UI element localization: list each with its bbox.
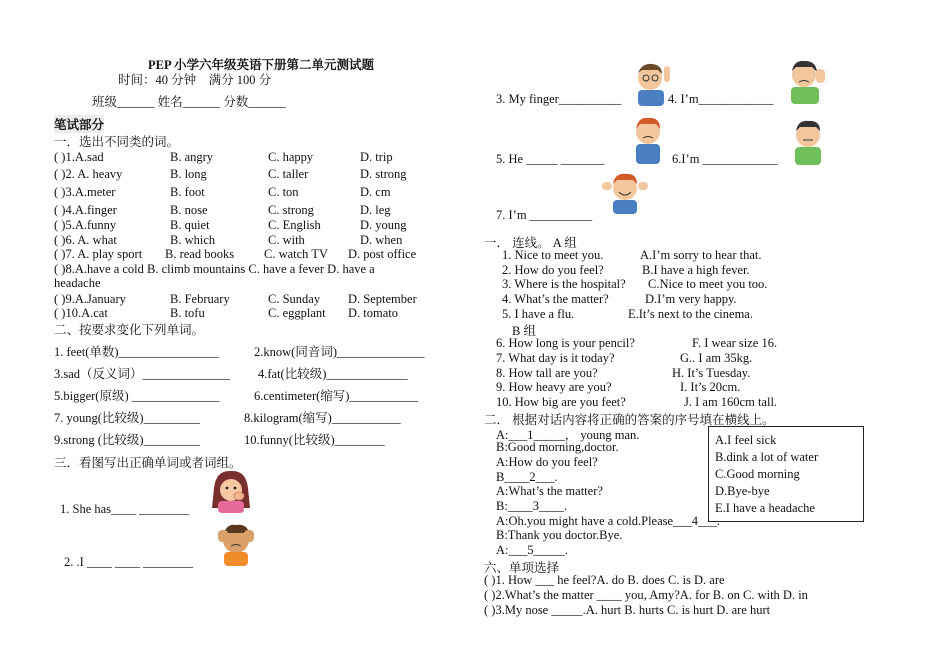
s2-item-4: 4.fat(比较级)_____________ (258, 367, 408, 381)
s1-q2-opt2: C. taller (268, 167, 309, 181)
s1-q10-opt0: ( )10.A.cat (54, 306, 108, 320)
page-title: PEP 小学六年级英语下册第二单元测试题 (148, 58, 375, 72)
s1-q2-opt3: D. strong (360, 167, 407, 181)
girl-toothache-picture (208, 468, 254, 514)
boy-happy-picture (600, 168, 650, 214)
group-a-ans4: D.I’m very happy. (645, 292, 737, 306)
dialog-line-9: A:___5_____. (496, 543, 568, 557)
group-a-ans1: A.I’m sorry to hear that. (640, 248, 762, 262)
s1-q6-opt0: ( )6. A. what (54, 233, 117, 247)
s1-q9-opt3: D. September (348, 292, 417, 306)
boy-headache-picture (214, 520, 258, 566)
s1-q4-opt3: D. leg (360, 203, 391, 217)
option-e: E.I have a headache (715, 501, 815, 515)
s3-item-2: 2. .I ____ ____ ________ (64, 555, 194, 569)
pic-item-5: 5. He _____ _______ (496, 152, 605, 166)
s1-q5-opt1: B. quiet (170, 218, 210, 232)
s2-item-10: 10.funny(比较级)________ (244, 433, 385, 447)
s1-q2-opt0: ( )2. A. heavy (54, 167, 123, 181)
option-b: B.dink a lot of water (715, 450, 819, 464)
dialog-line-7: A:Oh.you might have a cold.Please___4___. (496, 514, 720, 528)
group-b-q10: 10. How big are you feet? (496, 395, 626, 409)
group-b-ans10: J. I am 160cm tall. (684, 395, 778, 409)
boy-sad-picture (782, 55, 830, 105)
option-c: C.Good morning (715, 467, 800, 481)
group-b-ans9: I. It’s 20cm. (680, 380, 741, 394)
s1-q4-opt0: ( )4.A.finger (54, 203, 117, 217)
s1-q10-opt1: B. tofu (170, 306, 205, 320)
group-a-ans2: B.I have a high fever. (642, 263, 750, 277)
pic-item-4: 4. I’m____________ (668, 92, 774, 106)
group-a-q3: 3. Where is the hospital? (502, 277, 626, 291)
section1-title: 一．选出不同类的词。 (54, 135, 180, 149)
mc-title: 六、单项选择 (484, 561, 560, 575)
s1-q1-opt3: D. trip (360, 150, 393, 164)
s1-q3-opt2: C. ton (268, 185, 299, 199)
group-b-q9: 9. How heavy are you? (496, 380, 612, 394)
dialog-title: 二． 根据对话内容将正确的答案的序号填在横线上。 (484, 413, 775, 427)
mc-item-2: ( )2.What’s the matter ____ you, Amy?A. for B. on C. with D. in (484, 588, 808, 602)
s3-item-1: 1. She has____ ________ (60, 502, 190, 516)
s1-row8b: headache (54, 276, 101, 290)
s1-q6-opt1: B. which (170, 233, 216, 247)
s1-q5-opt0: ( )5.A.funny (54, 218, 117, 232)
s1-row8a: ( )8.A.have a cold B. climb mountains C. have a fever D. have a (54, 262, 375, 276)
s1-q7-opt0: ( )7. A. play sport (54, 247, 143, 261)
s1-q9-opt1: B. February (170, 292, 230, 306)
s1-q2-opt1: B. long (170, 167, 207, 181)
match-title: 一． 连线。 A 组 (484, 236, 577, 250)
dialog-line-6: B:____3____. (496, 499, 568, 513)
s1-q6-opt3: D. when (360, 233, 403, 247)
dialog-line-2: B:Good morning,doctor. (496, 440, 619, 454)
s1-q3-opt0: ( )3.A.meter (54, 185, 116, 199)
group-a-q4: 4. What’s the matter? (502, 292, 609, 306)
dialog-line-8: B:Thank you doctor.Bye. (496, 528, 623, 542)
s1-q1-opt2: C. happy (268, 150, 314, 164)
dialog-line-1: A:___1_____， young man. (496, 428, 640, 442)
dialog-line-3: A:How do you feel? (496, 455, 598, 469)
s1-q4-opt2: C. strong (268, 203, 314, 217)
group-a-ans5: E.It’s next to the cinema. (628, 307, 753, 321)
dialog-line-4: B____2___. (496, 470, 558, 484)
s2-item-8: 8.kilogram(缩写)___________ (244, 411, 401, 425)
pic-item-7: 7. I’m __________ (496, 208, 593, 222)
s1-q3-opt1: B. foot (170, 185, 205, 199)
group-b-q7: 7. What day is it today? (496, 351, 615, 365)
written-heading: 笔试部分 (54, 115, 104, 133)
s1-q5-opt2: C. English (268, 218, 321, 232)
group-a-q2: 2. How do you feel? (502, 263, 604, 277)
s1-q4-opt1: B. nose (170, 203, 208, 217)
s2-item-3: 3.sad（反义词）______________ (54, 367, 231, 381)
pic-item-6: 6.I’m ____________ (672, 152, 778, 166)
group-b-label: B 组 (512, 324, 536, 338)
s1-q7-opt1: B. read books (165, 247, 235, 261)
s1-q7-opt3: D. post office (348, 247, 417, 261)
s1-q1-opt0: ( )1.A.sad (54, 150, 104, 164)
group-b-ans8: H. It’s Tuesday. (672, 366, 751, 380)
option-a: A.I feel sick (715, 433, 777, 447)
s1-q9-opt0: ( )9.A.January (54, 292, 126, 306)
s1-q7-opt2: C. watch TV (264, 247, 328, 261)
s1-q3-opt3: D. cm (360, 185, 391, 199)
group-a-q1: 1. Nice to meet you. (502, 248, 604, 262)
group-a-ans3: C.Nice to meet you too. (648, 277, 768, 291)
group-b-q6: 6. How long is your pencil? (496, 336, 635, 350)
dialog-line-5: A:What’s the matter? (496, 484, 603, 498)
s1-q9-opt2: C. Sunday (268, 292, 321, 306)
s1-q6-opt2: C. with (268, 233, 305, 247)
s2-item-9: 9.strong (比较级)_________ (54, 433, 200, 447)
section2-title: 二、按要求变化下列单词。 (54, 323, 205, 337)
section3-title: 三．看图写出正确单词或者词组。 (54, 456, 242, 470)
time-info: 时间：40 分钟 满分 100 分 (118, 73, 272, 87)
group-b-ans6: F. I wear size 16. (692, 336, 778, 350)
mc-item-3: ( )3.My nose _____.A. hurt B. hurts C. is hurt D. are hurt (484, 603, 771, 617)
mc-item-1: ( )1. How ___ he feel?A. do B. does C. is D. are (484, 573, 725, 587)
s2-item-2: 2.know(同音词)______________ (254, 345, 425, 359)
s1-q5-opt3: D. young (360, 218, 407, 232)
option-d: D.Bye-bye (715, 484, 770, 498)
s1-q10-opt3: D. tomato (348, 306, 398, 320)
boy-tired-picture (788, 115, 828, 165)
s1-q10-opt2: C. eggplant (268, 306, 326, 320)
student-fields: 班级______ 姓名______ 分数______ (92, 95, 286, 109)
s2-item-6: 6.centimeter(缩写)___________ (254, 389, 419, 403)
group-a-q5: 5. I have a flu. (502, 307, 575, 321)
s1-q1-opt1: B. angry (170, 150, 214, 164)
pic-item-3: 3. My finger__________ (496, 92, 622, 106)
s2-item-7: 7. young(比较级)_________ (54, 411, 200, 425)
group-b-ans7: G.. I am 35kg. (680, 351, 753, 365)
options-box (708, 426, 864, 522)
boy-upset-picture (628, 112, 668, 166)
group-b-q8: 8. How tall are you? (496, 366, 598, 380)
s2-item-1: 1. feet(单数)________________ (54, 345, 219, 359)
s2-item-5: 5.bigger(原级) ______________ (54, 389, 220, 403)
